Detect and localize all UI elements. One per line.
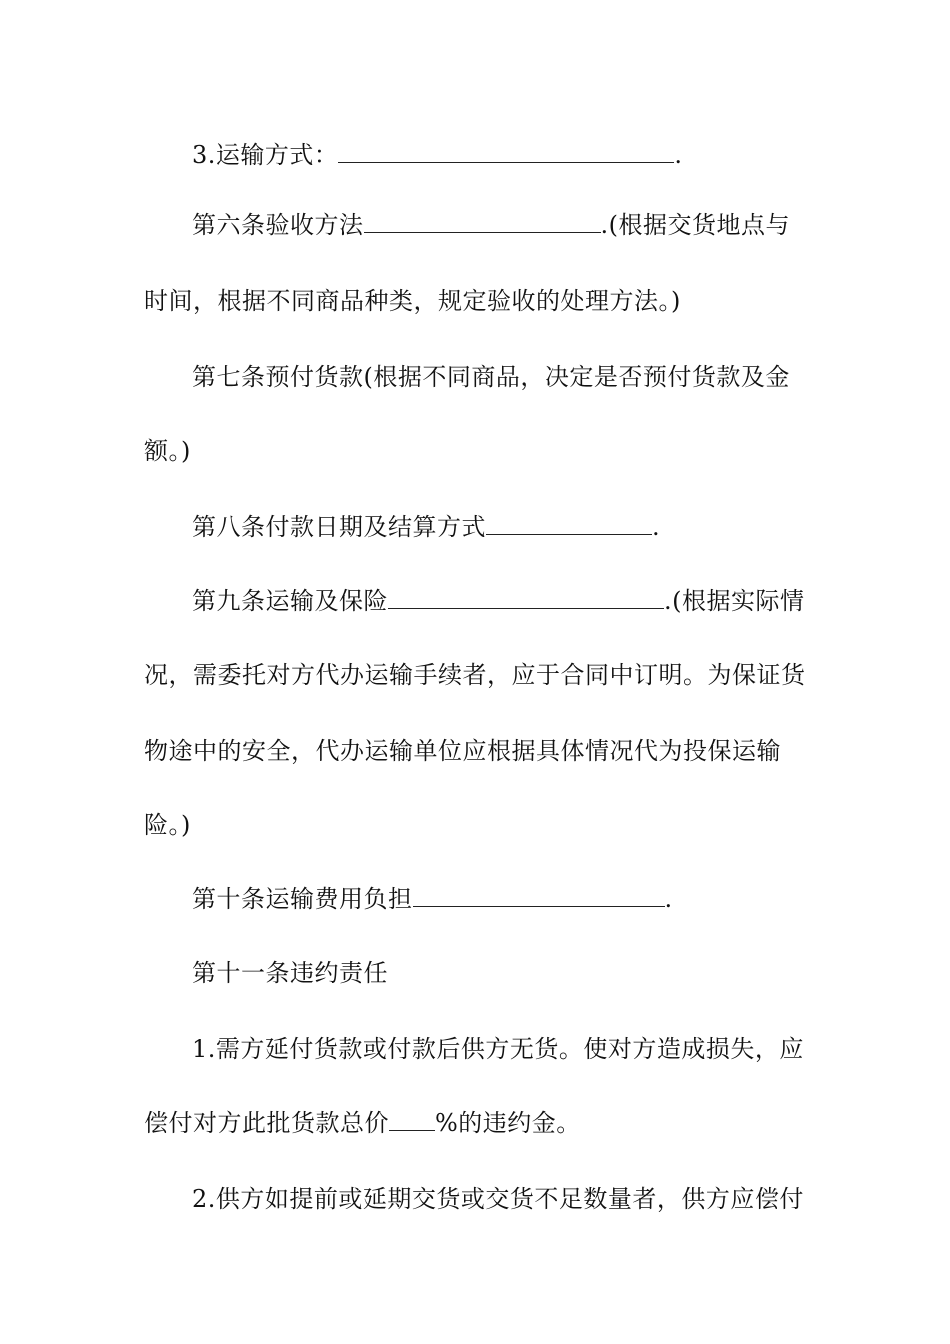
clause-article-8 [192,511,824,543]
clause-text: 第十条运输费用负担 [192,885,413,913]
clause-article-11: 第十一条违约责任 [192,959,388,987]
clause-text: 第八条付款日期及结算方式 [192,513,486,541]
clause-text: .(根据交货地点与 [600,211,790,239]
clause-article-10 [192,883,824,915]
clause-transport-method [192,139,824,171]
clause-text: %的违约金。 [435,1109,581,1137]
clause-article-9-cont: 险。) [144,811,191,839]
fill-blank[interactable] [486,512,652,535]
fill-blank[interactable] [389,1108,435,1131]
fill-blank[interactable] [413,884,665,907]
clause-text: .(根据实际情 [664,587,805,615]
clause-article-9 [192,585,824,617]
clause-text: . [664,885,673,913]
fill-blank[interactable] [388,586,664,609]
clause-text: 第六条验收方法 [192,211,364,239]
clause-breach-2: 2.供方如提前或延期交货或交货不足数量者，供方应偿付 [192,1185,804,1213]
clause-breach-1-cont [144,1107,824,1139]
clause-article-7: 第七条预付货款(根据不同商品，决定是否预付货款及金 [192,363,790,391]
clause-article-6-cont: 时间，根据不同商品种类，规定验收的处理方法。) [144,287,681,315]
clause-text: 偿付对方此批货款总价 [144,1109,389,1137]
clause-text: . [674,141,683,169]
clause-text: 第九条运输及保险 [192,587,388,615]
clause-article-9-cont: 况，需委托对方代办运输手续者，应于合同中订明。为保证货 [144,661,806,689]
clause-text: . [652,513,661,541]
clause-article-6 [192,209,824,241]
clause-text: 3.运输方式： [192,141,339,169]
clause-article-9-cont: 物途中的安全，代办运输单位应根据具体情况代为投保运输 [144,737,781,765]
clause-breach-1: 1.需方延付货款或付款后供方无货。使对方造成损失，应 [192,1035,804,1063]
fill-blank[interactable] [364,210,601,233]
clause-article-7-cont: 额。) [144,437,191,465]
fill-blank[interactable] [338,140,674,163]
